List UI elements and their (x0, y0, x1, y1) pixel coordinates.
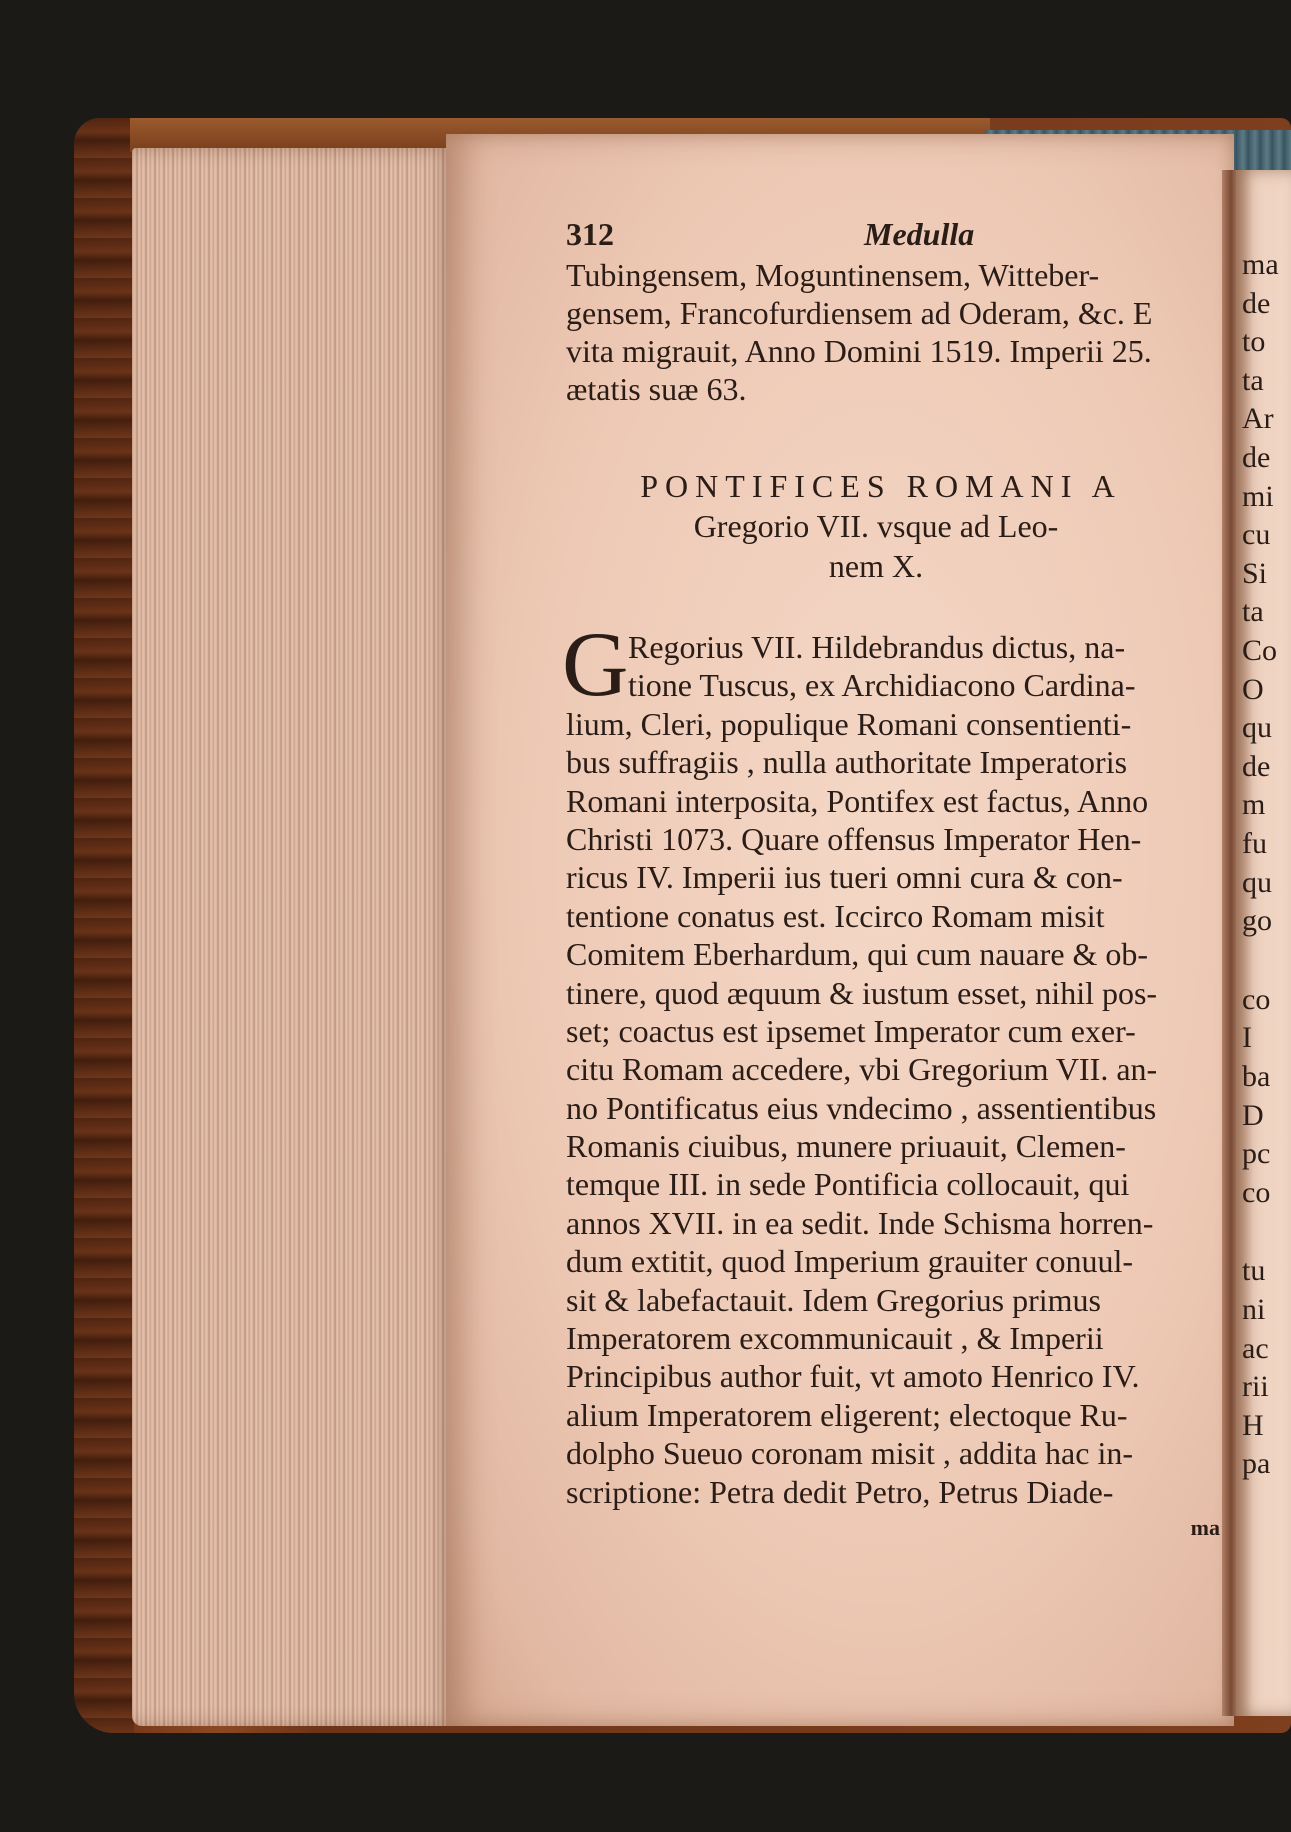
facing-page-fragment: pc (1242, 1137, 1271, 1171)
binding-edge (74, 118, 134, 1733)
text-line: Romanis ciuibus, munere priuauit, Clemen- (566, 1128, 1126, 1165)
drop-cap: G (562, 613, 629, 715)
heading-line: nem X. (828, 548, 924, 584)
facing-page-fragment: Ar (1242, 402, 1274, 436)
intro-paragraph (566, 256, 1226, 408)
text-line: Regorius VII. Hildebrandus dictus, na- (628, 629, 1126, 665)
catchword: ma (1190, 1514, 1220, 1540)
text-line: lium, Cleri, populique Romani consentienti- (566, 705, 1132, 742)
text-line: Tubingensem, Moguntinensem, Witteber- (566, 257, 1100, 293)
section-heading (566, 466, 1186, 586)
text-line: gensem, Francofurdiensem ad Oderam, &c. E (566, 295, 1153, 331)
text-line: alium Imperatorem eligerent; electoque Ru- (566, 1396, 1128, 1433)
facing-page-fragment: de (1242, 749, 1271, 783)
facing-page-fragment: ta (1242, 595, 1264, 629)
page-number: 312 (566, 216, 614, 252)
body-paragraph (562, 613, 1226, 1511)
facing-page-fragment: Si (1242, 556, 1268, 590)
text-line: Comitem Eberhardum, qui cum nauare & ob- (566, 936, 1149, 973)
facing-page-fragment: m (1242, 788, 1266, 822)
facing-page-fragment: ta (1242, 363, 1264, 397)
text-line: tinere, quod æquum & iustum esset, nihil pos- (566, 974, 1158, 1011)
text-line: tentione conatus est. Iccirco Romam misit (566, 897, 1105, 934)
facing-page-fragment: ni (1242, 1293, 1266, 1326)
facing-page-fragment: tu (1242, 1254, 1266, 1288)
running-title: Medulla (864, 216, 975, 252)
facing-page-fragment: co (1242, 982, 1271, 1016)
facing-page-fragment: pa (1242, 1447, 1271, 1481)
text-line: annos XVII. in ea sedit. Inde Schisma horren- (566, 1204, 1154, 1241)
text-line: Principibus author fuit, vt amoto Henrico IV. (566, 1358, 1140, 1395)
facing-page-fragment: cu (1242, 518, 1271, 552)
facing-page-fragment: go (1242, 904, 1272, 938)
facing-page-fragment: O (1242, 672, 1264, 706)
running-head (566, 216, 1226, 256)
page-stack-edges (132, 148, 454, 1726)
facing-page (1236, 170, 1291, 1716)
facing-page-fragment: H (1242, 1408, 1264, 1442)
text-line: dolpho Sueuo coronam misit , addita hac in- (566, 1435, 1133, 1472)
facing-page-fragment: qu (1242, 711, 1272, 745)
facing-page-fragment: de (1242, 441, 1271, 474)
facing-page-fragment: I (1242, 1021, 1252, 1055)
facing-page-fragment: Co (1242, 634, 1278, 667)
text-line: Romani interposita, Pontifex est factus, Anno (566, 782, 1149, 819)
facing-page-fragment: qu (1242, 865, 1272, 899)
heading-line: PONTIFICES ROMANI A (640, 468, 1122, 504)
facing-page-fragment: de (1242, 286, 1271, 320)
facing-page-fragment: ma (1242, 248, 1279, 281)
text-line: vita migrauit, Anno Domini 1519. Imperii 25. (566, 333, 1152, 369)
text-line: temque III. in sede Pontificia collocauit, qui (566, 1166, 1130, 1203)
facing-page-fragment: ac (1242, 1331, 1269, 1365)
text-line: ricus IV. Imperii ius tueri omni cura & con- (566, 859, 1123, 896)
facing-page-fragment: D (1242, 1098, 1264, 1132)
heading-line: Gregorio VII. vsque ad Leo- (693, 508, 1059, 544)
facing-page-fragment: mi (1242, 479, 1274, 513)
text-line: set; coactus est ipsemet Imperator cum exer- (566, 1012, 1136, 1049)
facing-page-fragment: to (1242, 325, 1266, 359)
text-line: sit & labefactauit. Idem Gregorius primus (566, 1281, 1101, 1318)
text-line: scriptione: Petra dedit Petro, Petrus Diade- (566, 1473, 1114, 1510)
facing-page-fragment: co (1242, 1175, 1271, 1209)
text-line: Christi 1073. Quare offensus Imperator Hen- (566, 820, 1142, 857)
facing-page-fragment: ba (1242, 1060, 1271, 1093)
page-text (562, 216, 1226, 1545)
text-line: dum extitit, quod Imperium grauiter conuul- (566, 1243, 1133, 1280)
text-line: ætatis suæ 63. (566, 371, 747, 407)
facing-page-fragment: rii (1242, 1370, 1269, 1404)
text-line: tione Tuscus, ex Archidiacono Cardina- (628, 667, 1136, 704)
text-line: citu Romam accedere, vbi Gregorium VII. an- (566, 1051, 1158, 1088)
text-line: Imperatorem excommunicauit , & Imperii (566, 1320, 1104, 1357)
facing-page-fragment: fu (1242, 827, 1267, 860)
text-line: bus suffragiis , nulla authoritate Imperatoris (566, 744, 1128, 781)
text-line: no Pontificatus eius vndecimo , assentientibus (566, 1089, 1157, 1126)
